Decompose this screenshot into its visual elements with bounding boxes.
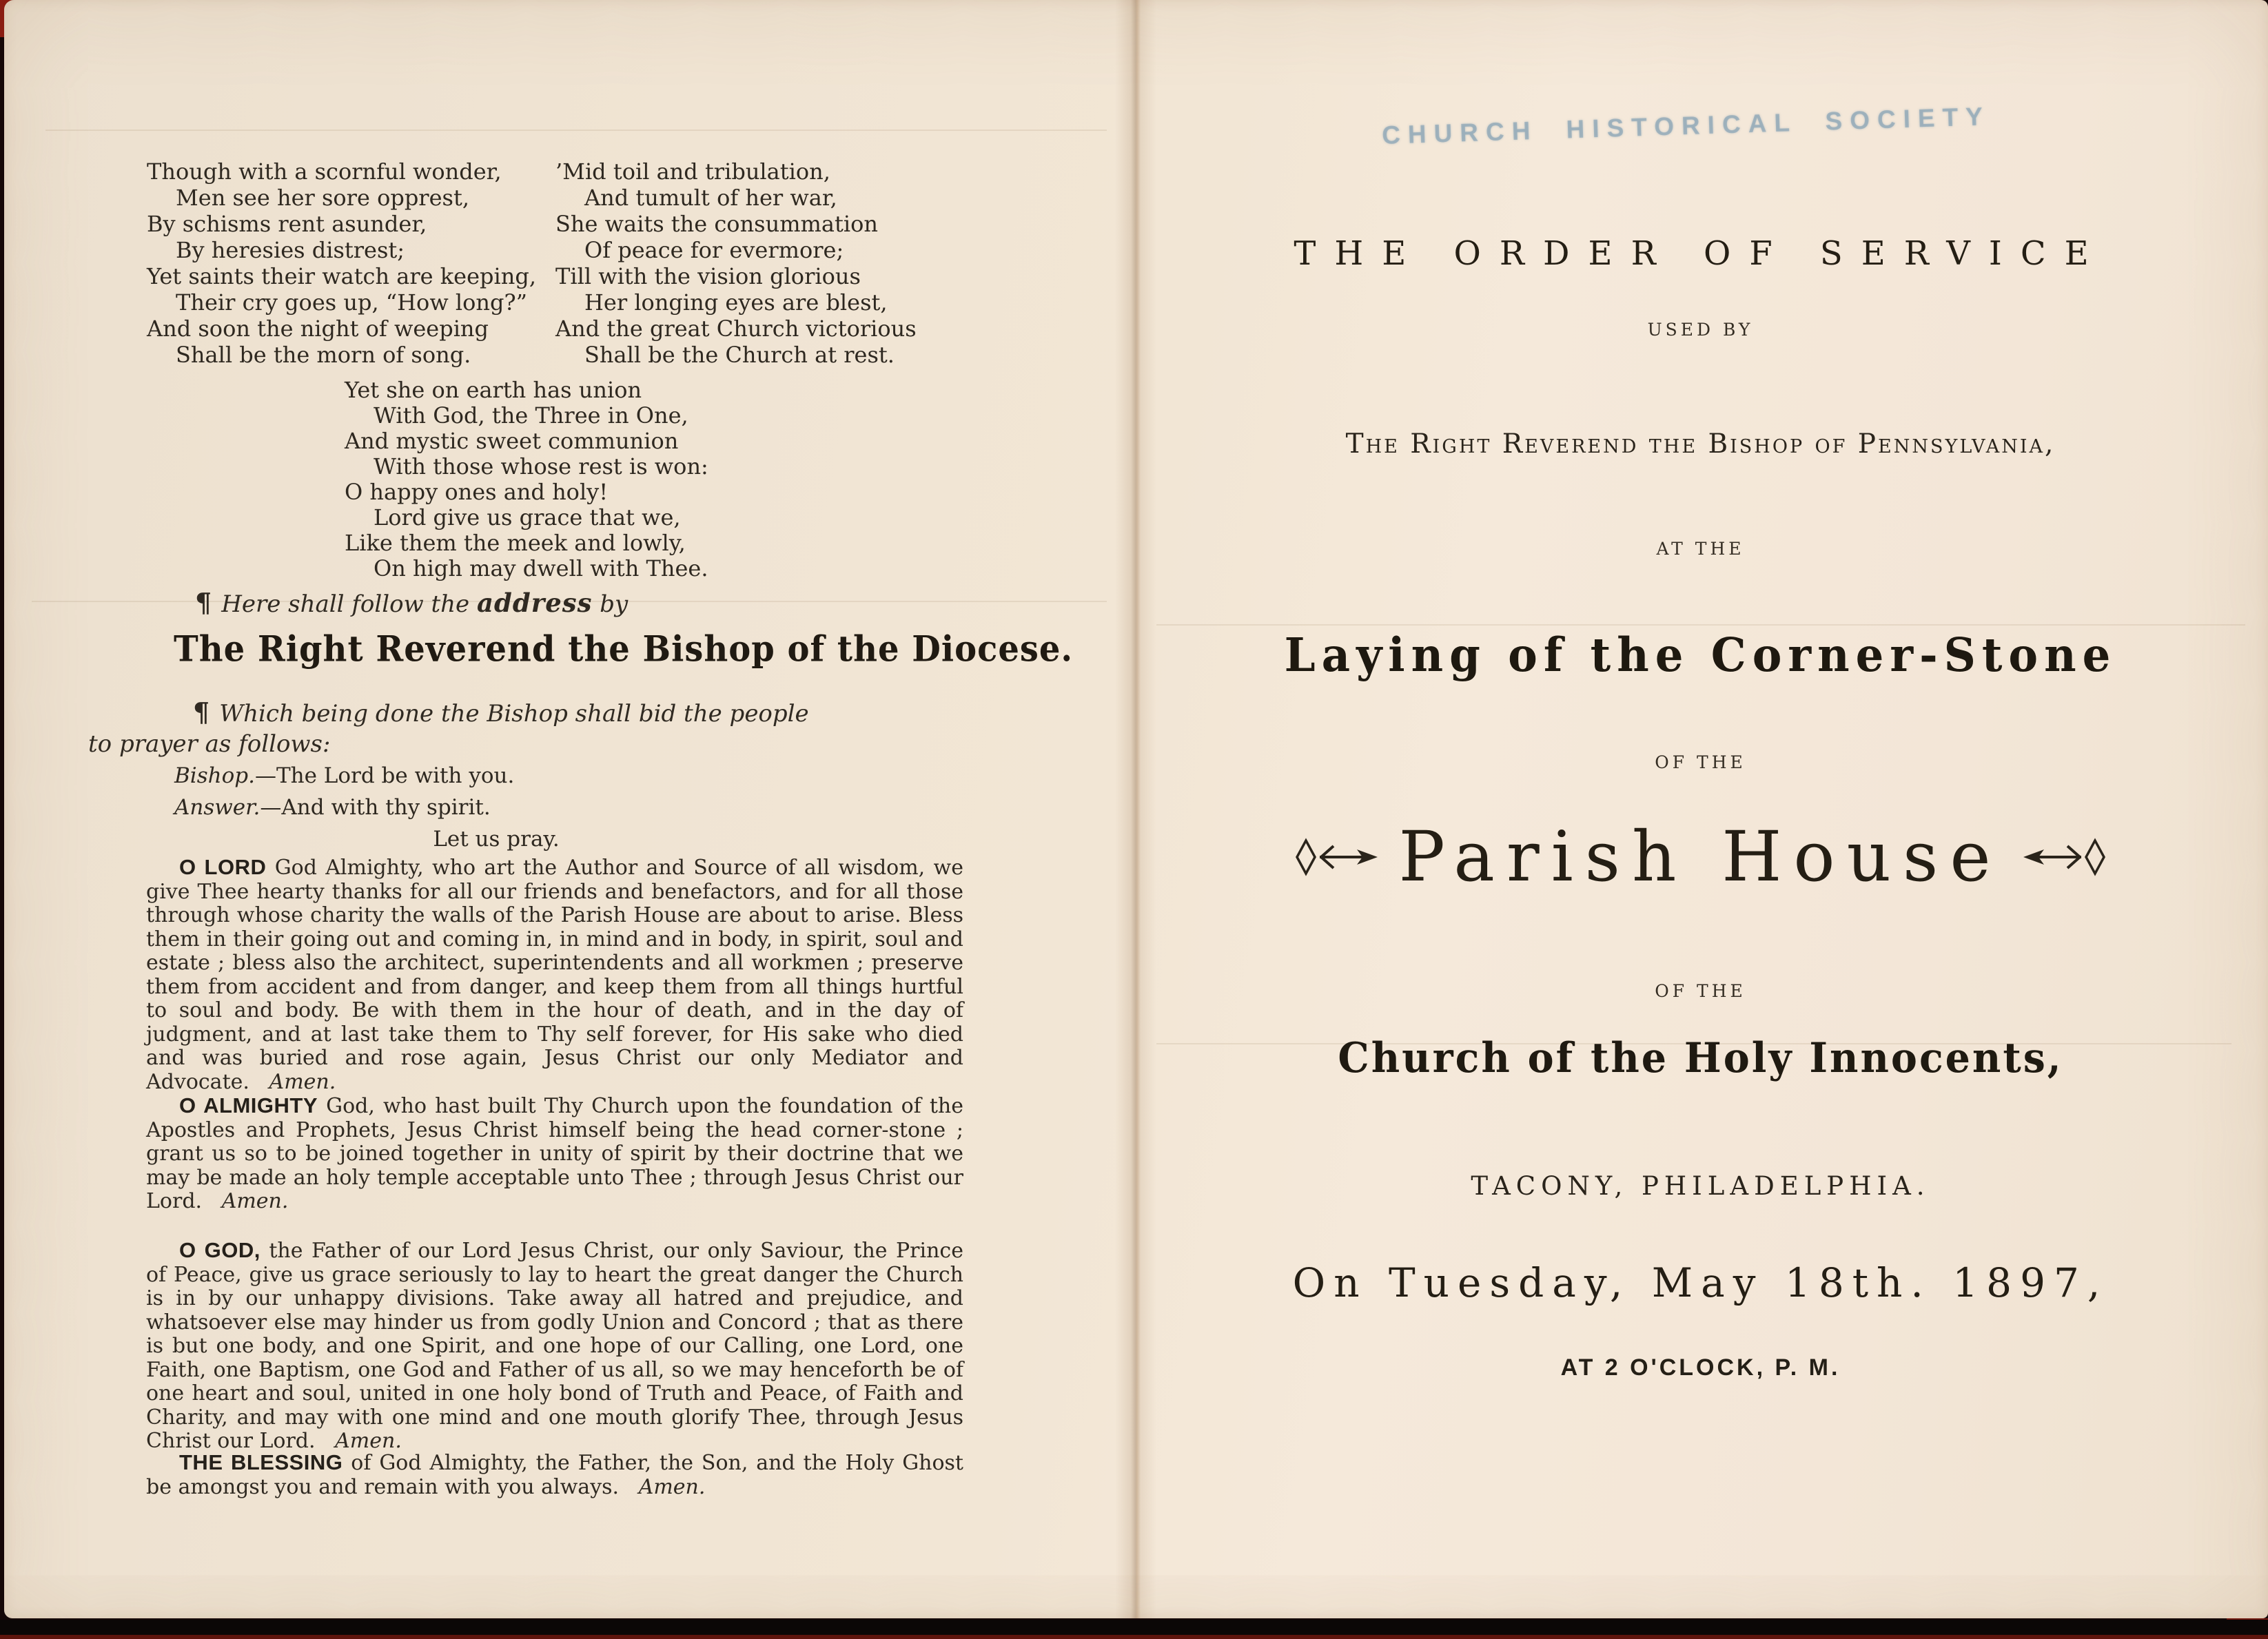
building-title-row: [1144, 816, 2257, 897]
hymn-line: And soon the night of weeping: [147, 316, 489, 342]
building-title: Parish House: [1398, 816, 2003, 897]
response-line: [174, 794, 491, 821]
hymn-line: Of peace for evermore;: [584, 237, 844, 263]
ownership-stamp: CHURCH HISTORICAL SOCIETY: [1381, 102, 1991, 150]
hymn-line: Though with a scornful wonder,: [147, 158, 502, 185]
hymn-line: With those whose rest is won:: [374, 453, 708, 480]
paper-crease: [1156, 624, 2245, 626]
used-by-line: USED BY: [1647, 320, 1754, 340]
hymn-line: O happy ones and holy!: [345, 479, 609, 505]
bishop-line: The Right Reverend the Bishop of Pennsylvania,: [1345, 429, 2056, 460]
let-us-pray-line: Let us pray.: [433, 827, 560, 852]
document-title: THE ORDER OF SERVICE: [1294, 234, 2107, 273]
speaker-label: Bishop.: [174, 763, 255, 788]
hymn-line: Men see her sore opprest,: [176, 185, 469, 211]
versicle-text: —The Lord be with you.: [254, 763, 515, 788]
versicle-line: [174, 762, 514, 790]
blessing-paragraph: [146, 1451, 963, 1499]
scan-bottom-black-strip: [0, 1620, 2268, 1635]
response-text: —And with thy spirit.: [260, 795, 491, 820]
diamond-arrow-ornament-right-icon: [2021, 835, 2109, 879]
rubric-bidding: [88, 697, 829, 759]
prayer-body: God, who hast built Thy Church upon the foundation of the Apostles and Prophets, Jesus Christ himself being the head corner-stone ; grant us so to be joined together in unity of spirit by their doctrine that we may be made an holy temple acceptable unto Thee ; through Jesus Christ our Lord.: [146, 1094, 963, 1213]
hymn-stanza-1: [147, 158, 536, 368]
rubric-text: Which being done the Bishop shall bid the people to prayer as follows:: [88, 700, 809, 758]
diamond-arrow-ornament-left-icon: [1292, 835, 1380, 879]
pilcrow-mark: ¶: [195, 587, 212, 618]
speaker-label: Answer.: [174, 795, 260, 820]
hymn-line: ’Mid toil and tribulation,: [555, 158, 830, 185]
scan-bottom-red-strip: [0, 1635, 2268, 1639]
hymn-line: Shall be the morn of song.: [176, 342, 471, 368]
of-the-line-2: OF THE: [1655, 981, 1746, 1001]
hymn-line: By heresies distrest;: [176, 237, 405, 263]
location-line: TACONY, PHILADELPHIA.: [1471, 1171, 1930, 1201]
bishop-address-heading: The Right Reverend the Bishop of the Diocese.: [174, 628, 1074, 670]
prayer-lead-in: THE BLESSING: [179, 1450, 343, 1474]
hymn-line: Shall be the Church at rest.: [584, 342, 895, 368]
pilcrow-mark: ¶: [193, 697, 210, 728]
hymn-line: And the great Church victorious: [555, 316, 917, 342]
prayer-amen: Amen.: [269, 1069, 336, 1094]
prayer-lead-in: O LORD: [179, 855, 267, 879]
prayer-o-god: [146, 1239, 963, 1454]
hymn-line: She waits the consummation: [555, 211, 878, 237]
hymn-line: Her longing eyes are blest,: [584, 289, 888, 316]
hymn-line: And tumult of her war,: [584, 185, 837, 211]
prayer-lead-in: O ALMIGHTY: [179, 1093, 318, 1117]
hymn-line: Lord give us grace that we,: [374, 504, 681, 530]
paper-crease: [45, 130, 1107, 131]
hymn-line: And mystic sweet communion: [345, 428, 679, 454]
hymn-line: Yet saints their watch are keeping,: [147, 263, 536, 289]
hymn-line: Yet she on earth has union: [345, 377, 642, 403]
hymn-line: By schisms rent asunder,: [147, 211, 427, 237]
hymn-stanza-3: [345, 378, 708, 581]
prayer-amen: Amen.: [638, 1474, 706, 1499]
prayer-o-almighty: [146, 1094, 963, 1214]
prayer-amen: Amen.: [221, 1189, 289, 1213]
event-title: Laying of the Corner-Stone: [1284, 628, 2117, 683]
of-the-line-1: OF THE: [1655, 752, 1746, 772]
hymn-line: Their cry goes up, “How long?”: [176, 289, 527, 316]
prayer-body: God Almighty, who art the Author and Source of all wisdom, we give Thee hearty thanks for all our friends and benefactors, and for all those through whose charity the walls of the Parish House are about to arise. Bless them in their going out and coming in, in mind and in body, in spirit, soul and estate ; bless also the architect, superintendents and all workmen ; preserve them from accident and from danger, and keep them from all things hurtful to soul and body. Be with them in the hour of death, and in the day of judgment, and at last take them to Thy self forever, for His sake who died and was buried and rose again, Jesus Christ our only Mediator and Advocate.: [146, 856, 963, 1094]
prayer-body: the Father of our Lord Jesus Christ, our only Saviour, the Prince of Peace, give us grace seriously to lay to heart the great danger the Church is in by our unhappy divisions. Take away all hatred and prejudice, and whatsoever else may hinder us from godly Union and Concord ; that as there is but one body, and one Spirit, and one hope of our Calling, one Lord, one Faith, one Baptism, one God and Father of us all, so we may henceforth be of one heart and soul, united in one holy bond of Truth and Peace, of Faith and Charity, and may with one mind and one mouth glorify Thee, through Jesus Christ our Lord.: [146, 1239, 963, 1453]
prayer-body: of God Almighty, the Father, the Son, and the Holy Ghost be amongst you and remain with you always.: [146, 1451, 963, 1499]
prayer-lead-in: O GOD,: [179, 1238, 260, 1262]
hymn-line: On high may dwell with Thee.: [374, 555, 708, 581]
prayer-amen: Amen.: [335, 1429, 402, 1453]
hymn-line: Like them the meek and lowly,: [345, 530, 686, 556]
rubric-text: by: [600, 590, 629, 618]
hymn-line: Till with the vision glorious: [555, 263, 861, 289]
rubric-bold-word: address: [477, 588, 593, 618]
rubric-text: Here shall follow the: [221, 590, 470, 618]
at-the-line: AT THE: [1656, 539, 1745, 559]
hymn-line: With God, the Three in One,: [374, 402, 688, 429]
rubric-address: [195, 587, 628, 618]
church-name: Church of the Holy Innocents,: [1338, 1033, 2063, 1082]
time-line: AT 2 O'CLOCK, P. M.: [1560, 1354, 1841, 1381]
prayer-o-lord: [146, 856, 963, 1094]
hymn-stanza-2: [555, 158, 917, 368]
date-line: On Tuesday, May 18th. 1897,: [1292, 1259, 2109, 1306]
